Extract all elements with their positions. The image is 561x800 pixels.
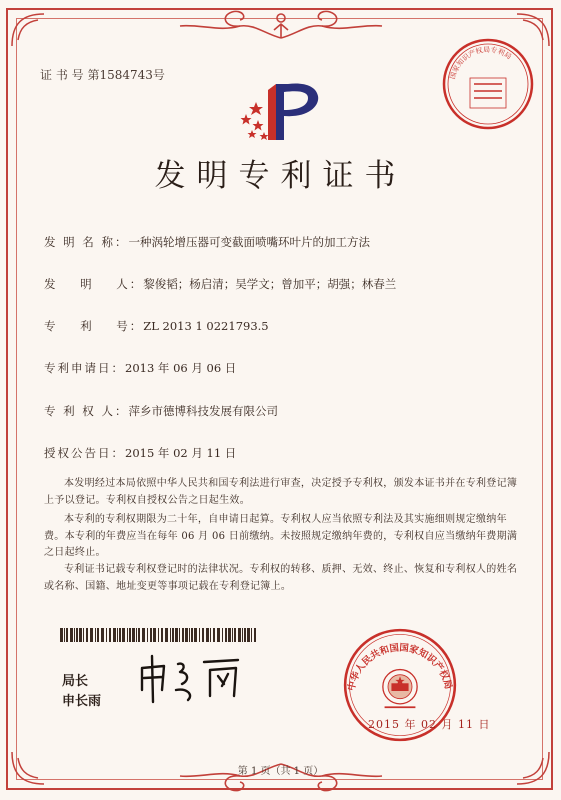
barcode-bar bbox=[90, 628, 93, 642]
barcode-bar bbox=[83, 628, 84, 642]
paragraph-grant: 本发明经过本局依照中华人民共和国专利法进行审查，决定授予专利权，颁发本证书并在专利登记簿上予以登记。专利权自授权公告之日起生效。 bbox=[44, 478, 518, 506]
announcement-date-value: 2015 年 02 月 11 日 bbox=[125, 446, 237, 460]
barcode-bar bbox=[76, 628, 78, 642]
filing-date-row bbox=[44, 360, 236, 376]
barcode bbox=[60, 628, 260, 642]
barcode-bar bbox=[165, 628, 168, 642]
barcode-bar bbox=[179, 628, 180, 642]
small-seal-text: 国家知识产权局专利局 bbox=[448, 45, 513, 81]
patentee-label: 专 利 权 人： bbox=[44, 404, 129, 418]
barcode-bar bbox=[60, 628, 63, 642]
barcode-bar bbox=[191, 628, 193, 642]
invention-name-row bbox=[44, 234, 370, 250]
paragraph-status: 专利证书记载专利权登记时的法律状况。专利权的转移、质押、无效、终止、恢复和专利权人的姓名或名称、国籍、地址变更等事项记载在专利登记簿上。 bbox=[44, 564, 518, 592]
barcode-bar bbox=[225, 628, 227, 642]
seal-date: 2015 年 02 月 11 日 bbox=[368, 718, 491, 731]
barcode-bar bbox=[213, 628, 215, 642]
inventor-row bbox=[44, 276, 396, 292]
barcode-bar bbox=[217, 628, 220, 642]
corner-ornament-top-left bbox=[8, 10, 48, 50]
barcode-bar bbox=[202, 628, 204, 642]
barcode-bar bbox=[185, 628, 188, 642]
barcode-bar bbox=[109, 628, 111, 642]
patent-number-label: 专 利 号： bbox=[44, 319, 144, 333]
patent-office-seal bbox=[440, 36, 536, 132]
barcode-bar bbox=[254, 628, 256, 642]
invention-name-label: 发 明 名 称： bbox=[44, 235, 129, 249]
certificate-number-value: 第1584743号 bbox=[87, 68, 165, 82]
barcode-bar bbox=[142, 628, 145, 642]
certificate-number-label: 证 书 号 bbox=[40, 68, 84, 82]
signatory-name: 申长雨 bbox=[62, 694, 102, 709]
barcode-bar bbox=[251, 628, 252, 642]
handwritten-signature bbox=[138, 650, 248, 706]
barcode-bar bbox=[132, 628, 135, 642]
barcode-bar bbox=[138, 628, 140, 642]
barcode-bar bbox=[222, 628, 223, 642]
barcode-bar bbox=[247, 628, 250, 642]
big-seal-text: 中华人民共和国国家知识产权局 bbox=[346, 642, 454, 692]
barcode-bar bbox=[136, 628, 137, 642]
barcode-bar bbox=[232, 628, 233, 642]
barcode-bar bbox=[234, 628, 236, 642]
patentee-row bbox=[44, 403, 278, 419]
patent-number-row bbox=[44, 318, 269, 334]
patent-number-value: ZL 2013 1 0221793.5 bbox=[143, 319, 269, 333]
barcode-bar bbox=[117, 628, 118, 642]
barcode-bar bbox=[64, 628, 65, 642]
announcement-date-label: 授权公告日： bbox=[44, 446, 125, 460]
barcode-bar bbox=[66, 628, 68, 642]
barcode-bar bbox=[172, 628, 174, 642]
announcement-date-row bbox=[44, 445, 236, 461]
page-footer: 第 1 页（共 1 页） bbox=[237, 766, 324, 777]
barcode-bar bbox=[175, 628, 178, 642]
barcode-bar bbox=[129, 628, 131, 642]
inventor-value: 黎俊韬；杨启清；吴学文；曾加平；胡强；林春兰 bbox=[143, 277, 397, 291]
barcode-bar bbox=[101, 628, 104, 642]
inventor-label: 发 明 人： bbox=[44, 277, 144, 291]
patent-office-logo bbox=[238, 80, 322, 142]
barcode-bar bbox=[242, 628, 243, 642]
barcode-bar bbox=[127, 628, 128, 642]
barcode-bar bbox=[199, 628, 200, 642]
invention-name-value: 一种涡轮增压器可变截面喷嘴环叶片的加工方法 bbox=[128, 235, 370, 249]
signatory-role: 局长 bbox=[62, 674, 89, 689]
barcode-bar bbox=[182, 628, 184, 642]
barcode-bar bbox=[74, 628, 75, 642]
barcode-bar bbox=[119, 628, 121, 642]
barcode-bar bbox=[161, 628, 163, 642]
barcode-bar bbox=[70, 628, 73, 642]
barcode-bar bbox=[106, 628, 107, 642]
barcode-bar bbox=[113, 628, 116, 642]
barcode-bar bbox=[189, 628, 190, 642]
barcode-bar bbox=[122, 628, 125, 642]
barcode-bar bbox=[158, 628, 159, 642]
barcode-bar bbox=[147, 628, 148, 642]
patentee-value: 萍乡市德博科技发展有限公司 bbox=[128, 404, 278, 418]
barcode-bar bbox=[206, 628, 209, 642]
barcode-bar bbox=[170, 628, 171, 642]
certificate-number bbox=[40, 66, 165, 83]
barcode-bar bbox=[95, 628, 96, 642]
filing-date-label: 专利申请日： bbox=[44, 361, 125, 375]
barcode-bar bbox=[194, 628, 197, 642]
barcode-bar bbox=[86, 628, 88, 642]
barcode-bar bbox=[79, 628, 82, 642]
filing-date-value: 2013 年 06 月 06 日 bbox=[125, 361, 237, 375]
barcode-bar bbox=[238, 628, 241, 642]
barcode-bar bbox=[228, 628, 231, 642]
page-title: 发明专利证书 bbox=[154, 158, 407, 194]
paragraph-term: 本专利的专利权期限为二十年，自申请日起算。专利权人应当依照专利法及其实施细则规定缴纳年费。本专利的年费应当在每年 06 月 06 日前缴纳。未按照规定缴纳年费的，专利权自应当缴纳年费期满之日起终止。 bbox=[44, 514, 518, 558]
barcode-bar bbox=[150, 628, 152, 642]
barcode-bar bbox=[210, 628, 211, 642]
svg-text:国家知识产权局专利局 bbox=[448, 45, 513, 80]
barcode-bar bbox=[153, 628, 156, 642]
top-ornament bbox=[170, 4, 392, 44]
barcode-bar bbox=[97, 628, 99, 642]
barcode-bar bbox=[244, 628, 246, 642]
